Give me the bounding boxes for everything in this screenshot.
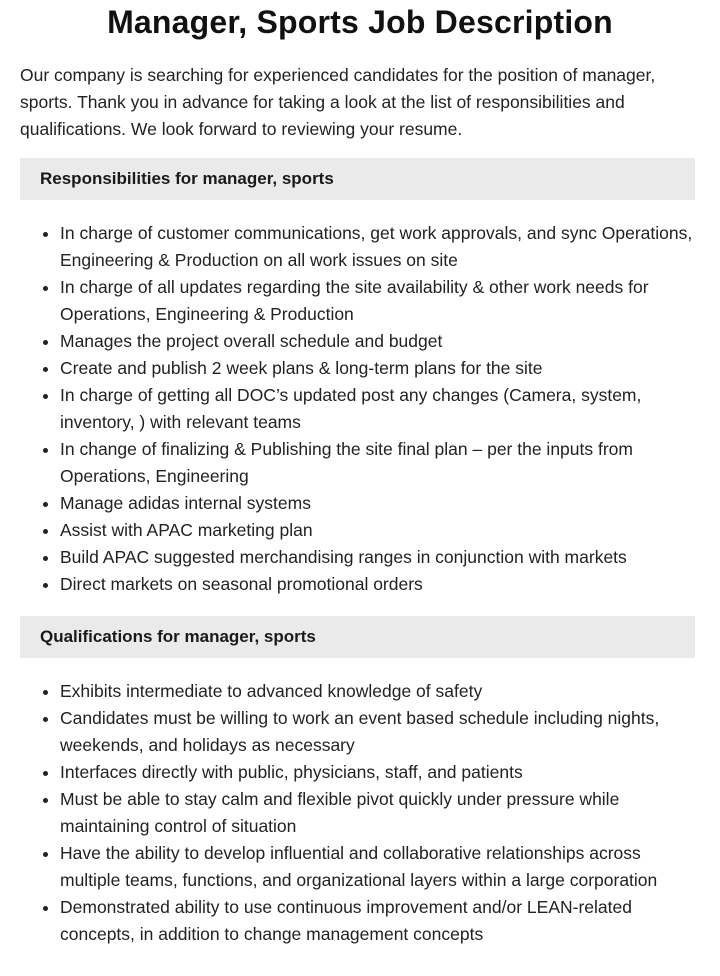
list-item: • In charge of getting all DOC’s updated post any changes (Camera, system, inventory, ) with relevant teams xyxy=(60,382,695,436)
list-item: • Must be able to stay calm and flexible pivot quickly under pressure while maintaining control of situation xyxy=(60,786,695,840)
list-item: • In change of finalizing & Publishing the site final plan – per the inputs from Operations, Engineering xyxy=(60,436,695,490)
list-item: • Exhibits intermediate to advanced knowledge of safety xyxy=(60,678,695,705)
list-item: • Interfaces directly with public, physicians, staff, and patients xyxy=(60,759,695,786)
list-item: • Manages the project overall schedule and budget xyxy=(60,328,695,355)
list-item: • Have the ability to develop influential and collaborative relationships across multiple teams, functions, and organizational layers within a large corporation xyxy=(60,840,695,894)
intro-paragraph: Our company is searching for experienced candidates for the position of manager, sports. Thank you in advance for taking a look at the list of responsibilities and qualifications. We look forward to reviewing your resume. xyxy=(20,65,656,139)
list-item: • Build APAC suggested merchandising ranges in conjunction with markets xyxy=(60,544,695,571)
page-title: Manager, Sports Job Description xyxy=(107,4,613,40)
qualifications-heading: Qualifications for manager, sports xyxy=(20,616,695,658)
list-item: • Create and publish 2 week plans & long-term plans for the site xyxy=(60,355,695,382)
list-item: • Candidates must be willing to work an event based schedule including nights, weekends, and holidays as necessary xyxy=(60,705,695,759)
list-item: • Direct markets on seasonal promotional orders xyxy=(60,571,695,598)
qualifications-list xyxy=(0,678,720,948)
responsibilities-list xyxy=(0,220,720,598)
list-item: • Demonstrated ability to use continuous improvement and/or LEAN-related concepts, in addition to change management concepts xyxy=(60,894,695,948)
list-item: • In charge of all updates regarding the site availability & other work needs for Operations, Engineering & Production xyxy=(60,274,695,328)
responsibilities-heading: Responsibilities for manager, sports xyxy=(20,158,695,200)
list-item: • Assist with APAC marketing plan xyxy=(60,517,695,544)
list-item: • Manage adidas internal systems xyxy=(60,490,695,517)
list-item: • In charge of customer communications, get work approvals, and sync Operations, Engineering & Production on all work issues on site xyxy=(60,220,695,274)
